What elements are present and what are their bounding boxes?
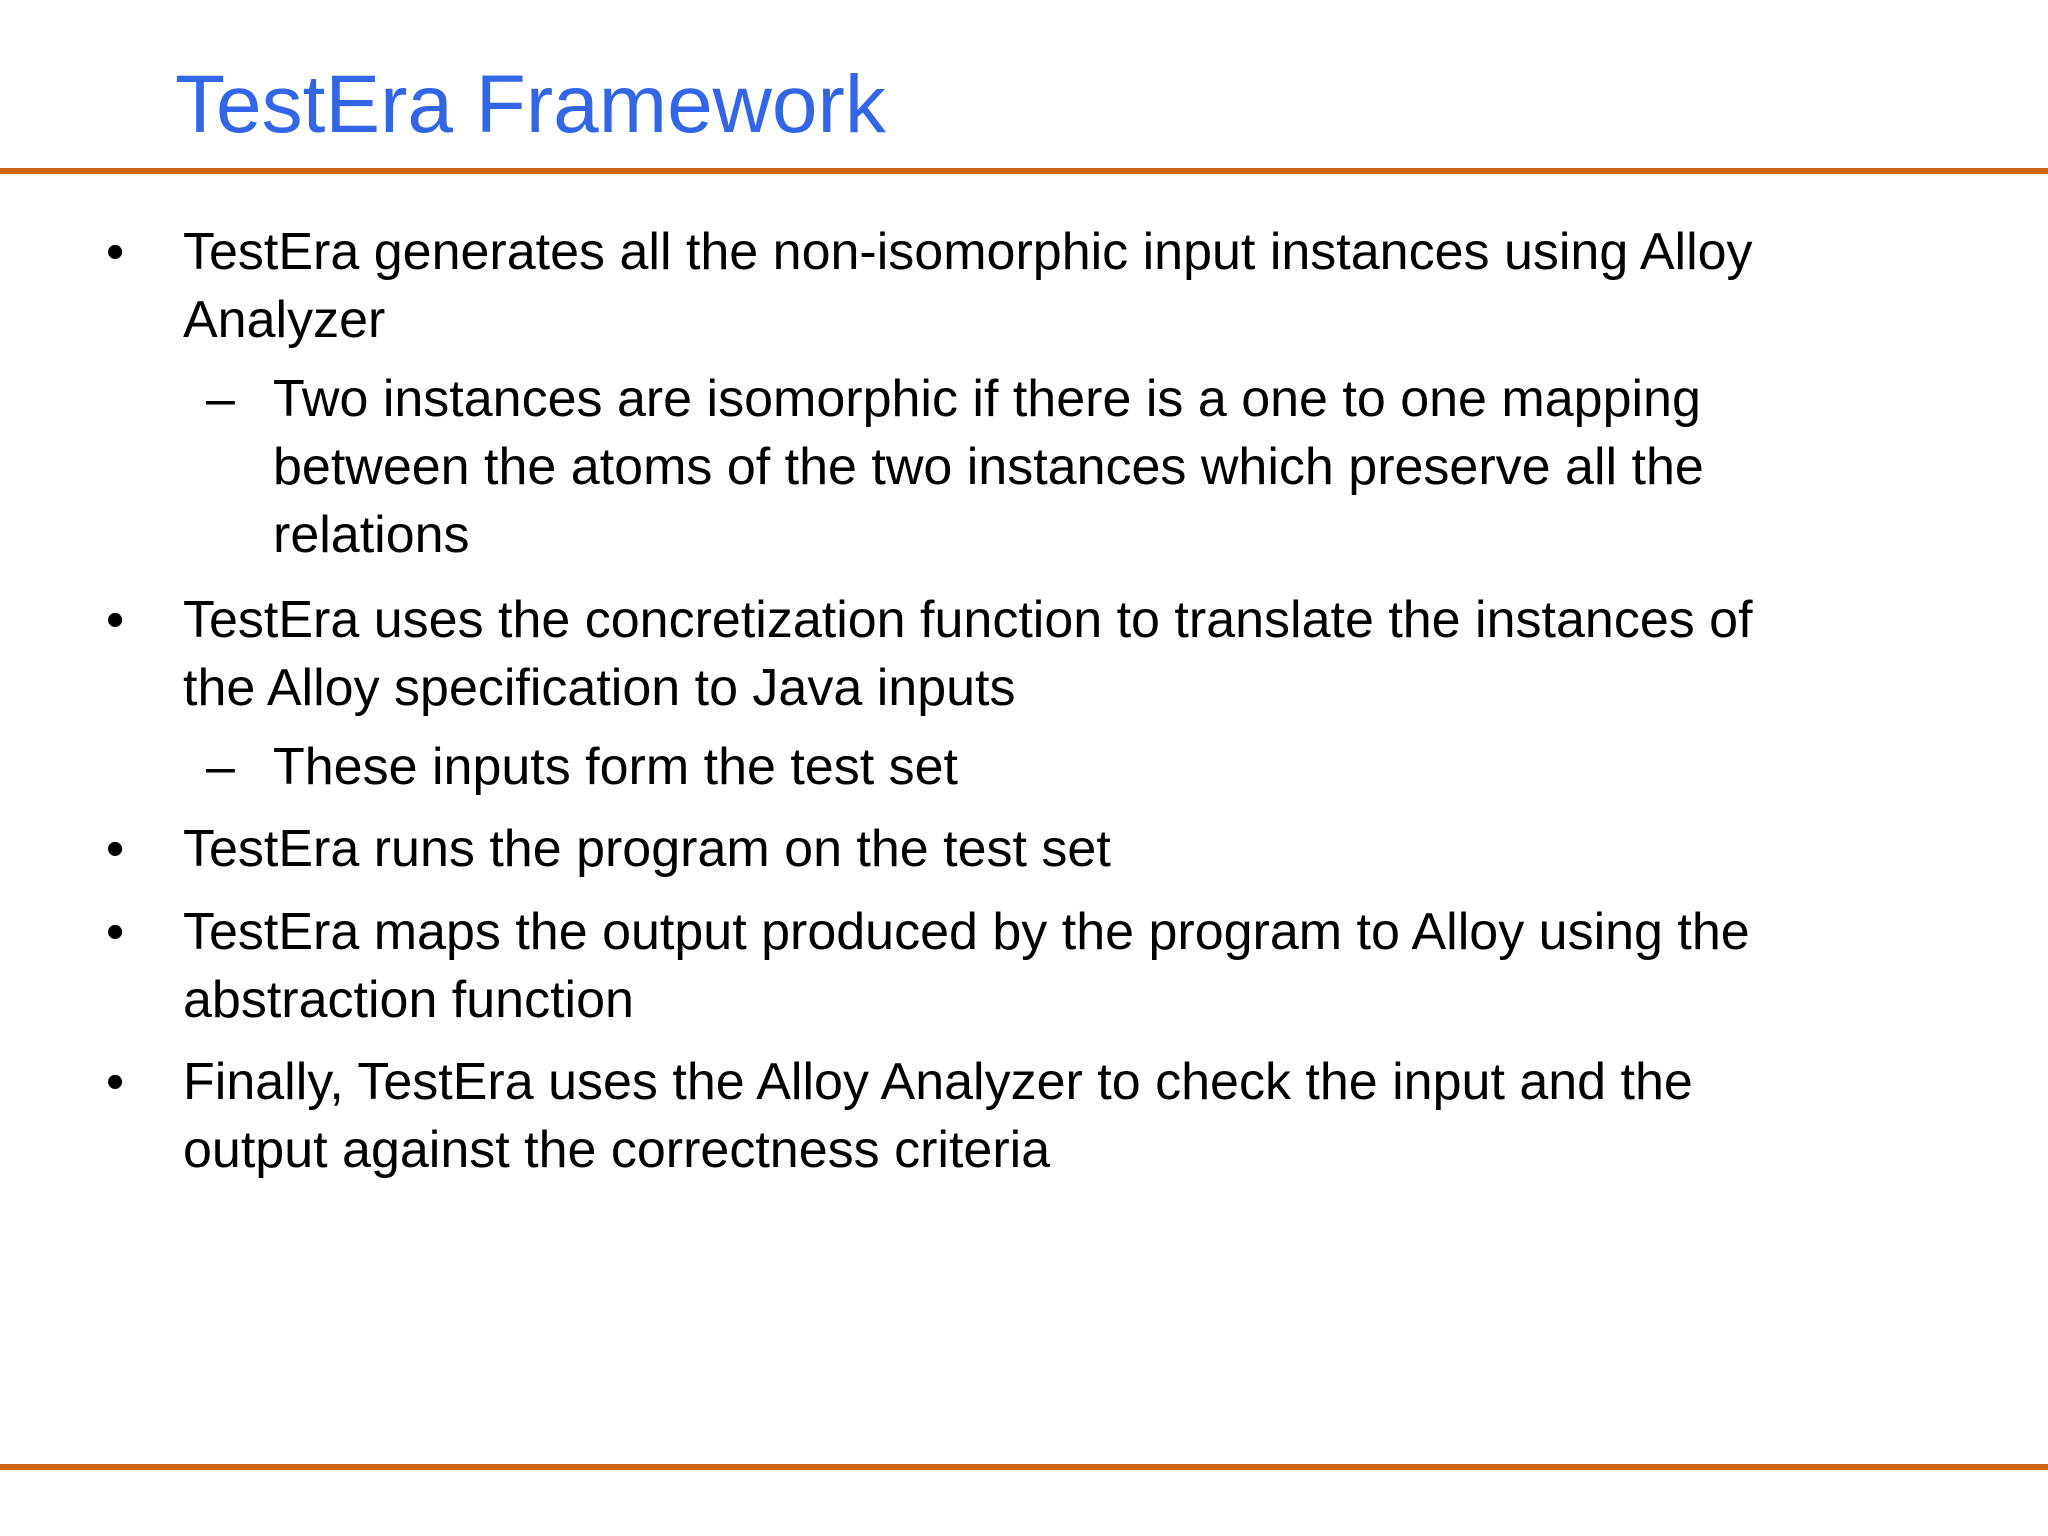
sub-bullet-marker: –	[206, 370, 235, 428]
sub-bullet-marker: –	[206, 738, 235, 796]
bullet-marker: •	[106, 820, 125, 878]
bullet-text: TestEra maps the output produced by the program to Alloy using the abstraction function	[183, 903, 1750, 1029]
bullet-marker: •	[106, 903, 125, 961]
sub-bullet-text: These inputs form the test set	[273, 738, 958, 796]
bullet-text: TestEra generates all the non-isomorphic input instances using Alloy Analyzer	[183, 223, 1753, 349]
footer-divider-rule	[0, 1464, 2048, 1470]
bullet-text: TestEra uses the concretization function to translate the instances of the Alloy specification to Java inputs	[183, 591, 1753, 717]
slide-title: TestEra Framework	[175, 59, 886, 150]
bullet-marker: •	[106, 591, 125, 649]
bullet-marker: •	[106, 223, 125, 281]
bullet-text: Finally, TestEra uses the Alloy Analyzer to check the input and the output against the correctness criteria	[183, 1053, 1693, 1179]
sub-bullet-text: Two instances are isomorphic if there is a one to one mapping between the atoms of the two instances which preserve all the relations	[273, 370, 1704, 564]
bullet-marker: •	[106, 1053, 125, 1111]
bullet-text: TestEra runs the program on the test set	[183, 820, 1111, 878]
